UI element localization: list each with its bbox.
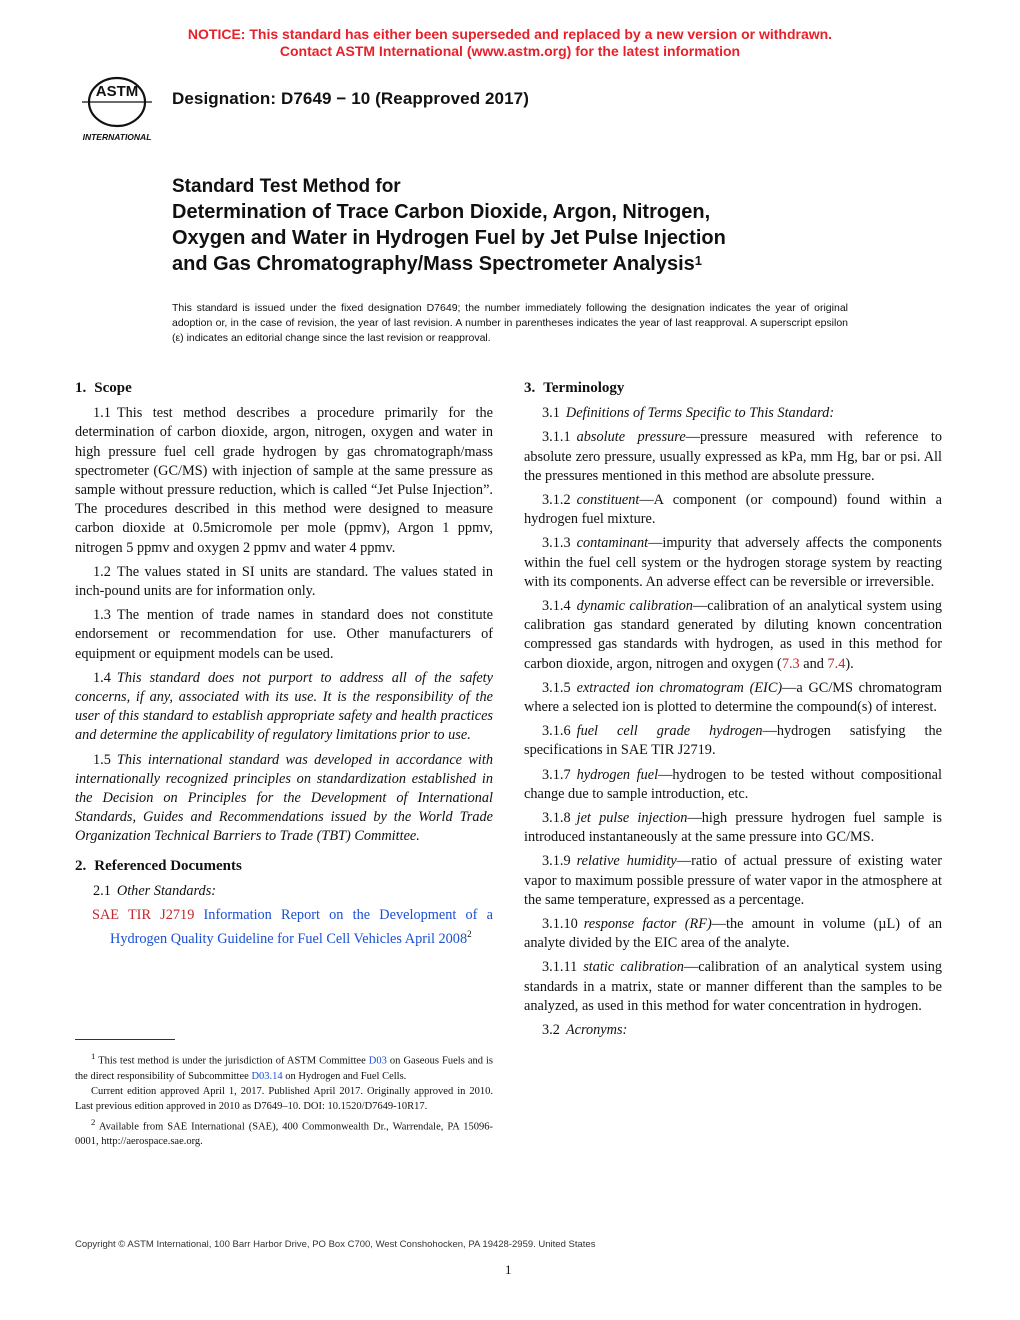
logo-letters: ASTM (95, 83, 139, 100)
reference-title-link[interactable]: Information Report on the Development of a Hydrogen Quality Guideline for Fuel Cell Vehicles April 2008 (110, 907, 493, 948)
right-column (524, 379, 942, 1045)
section-heading-terminology: 3. Terminology (524, 380, 625, 396)
footnote-link-d03[interactable]: D03 (368, 1055, 387, 1067)
definition-hydrogen-fuel: 3.1.7 hydrogen fuel—hydrogen to be tested without compositional change due to sample introduction, etc. (524, 766, 942, 802)
left-column (75, 379, 493, 949)
reference-sae-tir-j2719[interactable] (92, 906, 493, 949)
paragraph-1-4: 1.4 This standard does not purport to address all of the safety concerns, if any, associated with its use. It is the responsibility of the user of this standard to establish appropriate safety and health practices and determine the applicability of regulatory limitations prior to use. (75, 669, 493, 744)
paragraph-3-1: 3.1 Definitions of Terms Specific to This Standard: (542, 405, 835, 422)
footnote-1: $^1$ This test method is under the jurisdiction of ASTM Committee D03 on Gaseous Fuels and is the direct responsibility of Subcommittee D03.14 on Hydrogen and Fuel Cells. (75, 1051, 494, 1082)
section-link-7-4[interactable]: 7.4 (827, 655, 846, 672)
reference-code-link[interactable]: SAE TIR J2719 (92, 907, 195, 924)
definition-response-factor: 3.1.10 response factor (RF)—the amount in volume (µL) of an analyte divided by the EIC area of the analyte. (524, 916, 942, 952)
title-footnote-mark: 1 (694, 253, 702, 268)
definition-absolute-pressure: 3.1.1 absolute pressure—pressure measured with reference to absolute zero pressure, usually expressed as kPa, mm Hg, bar or psi. All the pressures mentioned in this method are absolute pressure. (524, 429, 942, 484)
withdrawal-notice (0, 26, 1020, 60)
title-line-2: Determination of Trace Carbon Dioxide, Argon, Nitrogen, (172, 201, 711, 223)
copyright-line: Copyright © ASTM International, 100 Barr Harbor Drive, PO Box C700, West Conshohocken, PA 19428-2959. United States (75, 1239, 596, 1250)
section-heading-scope: 1. Scope (75, 380, 132, 396)
footnote-divider (75, 1039, 175, 1040)
issue-note: This standard is issued under the fixed designation D7649; the number immediately following the designation indicates the year of original adoption or, in the case of revision, the year of last revision. A number in parentheses indicates the year of last reapproval. A superscript epsilon (ε) indicates an editorial change since the last revision or reapproval. (172, 302, 848, 344)
paragraph-1-1: 1.1 This test method describes a procedure primarily for the determination of carbon dioxide, argon, nitrogen, oxygen and water in high pressure fuel cell grade hydrogen by gas chromatograph/mass spectrometer (GC/MS) with injection of sample at the same pressure as sample without pressure reduction, which is called “Jet Pulse Injection”. The procedures described in this method were designed to measure carbon dioxide at 0.5micromole per mole (ppmv), Argon 1 ppmv, nitrogen 5 ppmv and oxygen 2 ppmv and water 4 ppmv. (75, 405, 493, 556)
paragraph-1-3: 1.3 The mention of trade names in standard does not constitute endorsement or recommendation for use. Other manufacturers of equipment or equipment models can be used. (75, 607, 493, 662)
definition-extracted-ion-chromatogram: 3.1.5 extracted ion chromatogram (EIC)—a GC/MS chromatogram where a selected ion is plotted to determine the compound(s) of interest. (524, 679, 943, 716)
reference-footnote-mark: 2 (467, 929, 472, 940)
notice-line-2: Contact ASTM International (www.astm.org) for the latest information (279, 43, 741, 59)
paragraph-1-2: 1.2 The values stated in SI units are standard. The values stated in inch-pound units are for information only. (75, 563, 493, 600)
footnote-1-edition: Current edition approved April 1, 2017. Published April 2017. Originally approved in 2010. Last previous edition approved in 2010 as D7649–10. DOI: 10.1520/D7649-10R17. (75, 1086, 493, 1113)
page-number: 1 (505, 1262, 512, 1277)
definition-contaminant: 3.1.3 contaminant—impurity that adversely affects the components within the fuel cell system or the hydrogen storage system by reacting with its components. An adverse effect can be reversible or irreversible. (524, 535, 942, 590)
definition-jet-pulse-injection: 3.1.8 jet pulse injection—high pressure hydrogen fuel sample is introduced instantaneously at the same pressure into GC/MS. (524, 810, 942, 846)
astm-logo-graphic (72, 72, 162, 144)
section-link-7-3[interactable]: 7.3 (781, 655, 800, 672)
footnote-link-d03-14[interactable]: D03.14 (251, 1070, 283, 1082)
definition-relative-humidity: 3.1.9 relative humidity—ratio of actual pressure of existing water vapor to maximum possible pressure of water vapor in the atmosphere at the same temperature, expressed as a percentage. (524, 853, 942, 908)
title-line-4: and Gas Chromatography/Mass Spectrometer Analysis (172, 253, 695, 275)
paragraph-2-1: 2.1 Other Standards: (93, 882, 217, 899)
designation: Designation: D7649 − 10 (Reapproved 2017) (172, 89, 529, 108)
section-heading-referenced-documents: 2. Referenced Documents (75, 857, 242, 874)
footnotes (75, 1049, 493, 1150)
astm-logo (72, 72, 162, 144)
title-line-3: Oxygen and Water in Hydrogen Fuel by Jet Pulse Injection (172, 227, 726, 249)
definition-constituent: 3.1.2 constituent—A component (or compound) found within a hydrogen fuel mixture. (524, 492, 942, 528)
definition-fuel-cell-grade-hydrogen: 3.1.6 fuel cell grade hydrogen—hydrogen satisfying the specifications in SAE TIR J2719. (524, 723, 942, 759)
notice-line-1: NOTICE: This standard has either been superseded and replaced by a new version or withdrawn. (187, 26, 833, 42)
definition-dynamic-calibration: 3.1.4 dynamic calibration—calibration of an analytical system using calibration gas standard generated by diluting known concentration compressed gas standards with hydrogen, as used in this method for carbon dioxide, argon, nitrogen and oxygen (7.3 and 7.4). (524, 598, 942, 672)
paragraph-1-5: 1.5 This international standard was developed in accordance with internationally recognized principles on standardization established in the Decision on Principles for the Development of International Standards, Guides and Recommendations issued by the World Trade Organization Technical Barriers to Trade (TBT) Committee. (75, 751, 493, 845)
footnote-2: $^2$ Available from SAE International (SAE), 400 Commonwealth Dr., Warrendale, PA 15096-0001, http://aerospace.sae.org. (75, 1116, 494, 1148)
definition-static-calibration: 3.1.11 static calibration—calibration of an analytical system using standards in a matrix, state or manner different than the samples to be analyzed, as used in this method for water concentration in hydrogen. (524, 959, 943, 1014)
logo-caption: INTERNATIONAL (82, 132, 152, 142)
paragraph-3-2: 3.2 Acronyms: (542, 1022, 628, 1039)
title-line-1: Standard Test Method for (172, 176, 401, 197)
document-title (172, 175, 872, 277)
